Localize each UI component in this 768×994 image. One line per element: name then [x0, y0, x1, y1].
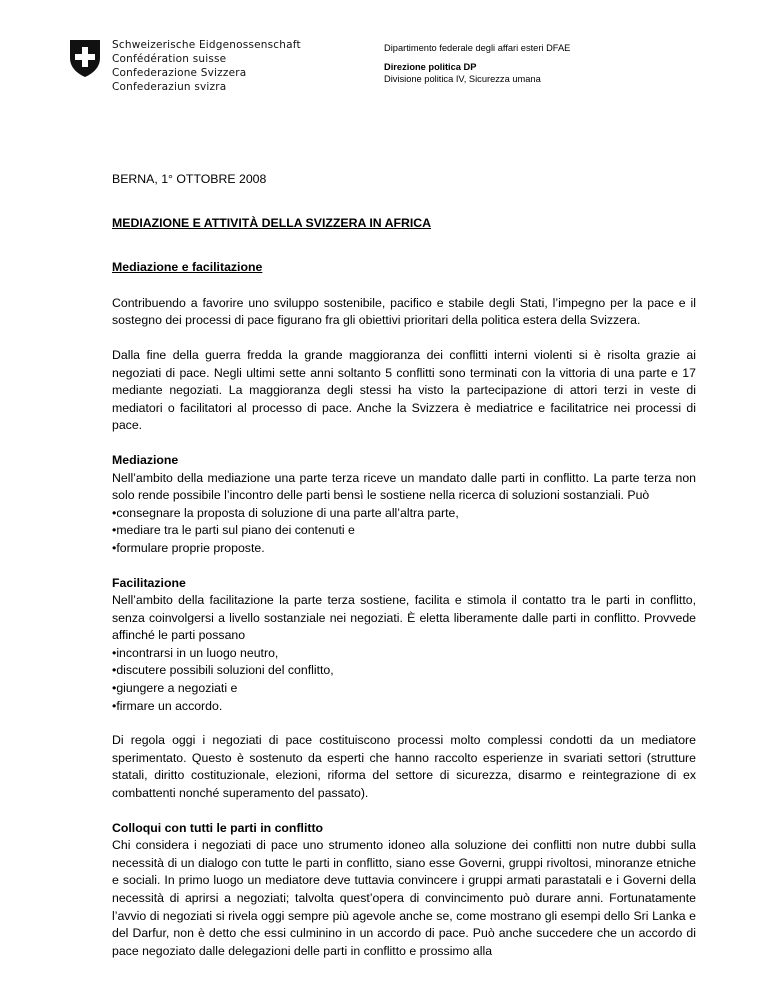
department-name: Dipartimento federale degli affari esteri DFAE [384, 43, 571, 53]
talks-section [112, 820, 696, 961]
confederation-logo [68, 38, 301, 100]
intro-paragraph-2: Dalla fine della guerra fredda la grande maggioranza dei conflitti interni violenti si è risolta grazie ai negoziati di pace. Negli ultimi sette anni soltanto 5 conflitti sono terminati con la vittoria di una parte e 17 mediante negoziati. La maggioranza degli stessi ha visto la partecipazione di attori terzi in veste di mediatori o facilitatori al processo di pace. Anche la Svizzera è mediatrice e facilitatrice nei processi di pace. [112, 347, 696, 433]
mediation-bullets [112, 505, 696, 558]
talks-text: Chi considera i negoziati di pace uno strumento idoneo alla soluzione dei conflitti non nutre dubbi sulla necessità di un dialogo con tutte le parti in conflitto, siano esse Governi, gruppi rivoltosi, minoranze etniche e sociali. In primo luogo un mediatore deve tuttavia convincere i gruppi armati parastatali e i Governi della necessità di aprirsi a negoziati; talvolta quest’opera di convincimento può durare anni. Fortunatamente l’avvio di negoziati si rivela oggi sempre più agevole anche se, come mostrano gli esempi dello Sri Lanka e del Darfur, non è detto che essi culminino in un accordo di pace. Può anche succedere che un accordo di pace negoziato dalle delegazioni delle parti in conflitto e prossimo alla [112, 838, 696, 958]
facilitation-bullets [112, 645, 696, 715]
list-item: • formulare proprie proposte. [112, 540, 696, 558]
intro-paragraph-1: Contribuendo a favorire uno sviluppo sostenibile, pacifico e stabile degli Stati, l’impegno per la pace e il sostegno dei processi di pace figurano fra gli obiettivi prioritari della politica estera della Svizzera. [112, 295, 696, 328]
department-block [384, 42, 570, 85]
document-title: MEDIAZIONE E ATTIVITÀ DELLA SVIZZERA IN AFRICA [112, 215, 432, 230]
list-item: • firmare un accordo. [112, 698, 696, 716]
list-item: • consegnare la proposta di soluzione di una parte all’altra parte, [112, 505, 696, 523]
directorate-name: Direzione politica DP [384, 62, 477, 72]
facilitation-heading: Facilitazione [112, 575, 186, 590]
swiss-crest-icon [68, 38, 102, 78]
list-item: • mediare tra le parti sul piano dei contenuti e [112, 522, 696, 540]
document-date: BERNA, 1° OTTOBRE 2008 [112, 172, 267, 186]
list-item: • incontrarsi in un luogo neutro, [112, 645, 696, 663]
talks-heading: Colloqui con tutti le parti in conflitto [112, 820, 324, 835]
list-item: • discutere possibili soluzioni del conflitto, [112, 662, 696, 680]
confederation-name-de: Schweizerische Eidgenossenschaft [112, 39, 301, 51]
confederation-name-fr: Confédération suisse [112, 53, 227, 65]
mediation-section [112, 452, 696, 558]
list-item: • giungere a negoziati e [112, 680, 696, 698]
facilitation-section [112, 575, 696, 716]
division-name: Divisione politica IV, Sicurezza umana [384, 74, 541, 84]
document-body [112, 171, 696, 960]
confederation-name-it: Confederazione Svizzera [112, 67, 247, 79]
mediation-text: Nell’ambito della mediazione una parte terza riceve un mandato dalle parti in conflitto. La parte terza non solo rende possibile l’incontro delle parti bensì le sostiene nella ricerca di soluzioni sostanziali. Può [112, 470, 696, 503]
confederation-names [112, 38, 301, 94]
facilitation-text: Nell’ambito della facilitazione la parte terza sostiene, facilita e stimola il contatto tra le parti in conflitto, senza coinvolgersi a livello sostanziale nei negoziati. È eletta liberamente dalle parti in conflitto. Provvede affinché le parti possano [112, 593, 696, 643]
section-subtitle: Mediazione e facilitazione [112, 260, 263, 275]
mediation-heading: Mediazione [112, 452, 179, 467]
regular-paragraph: Di regola oggi i negoziati di pace costituiscono processi molto complessi condotti da un mediatore sperimentato. Questo è sostenuto da esperti che hanno raccolto esperienze in svariati settori (strutture statali, diritto costituzionale, elezioni, riforma del settore di sicurezza, disarmo e reintegrazione di ex combattenti nonché superamento del passato). [112, 733, 696, 801]
confederation-name-rm: Confederaziun svizra [112, 81, 227, 93]
